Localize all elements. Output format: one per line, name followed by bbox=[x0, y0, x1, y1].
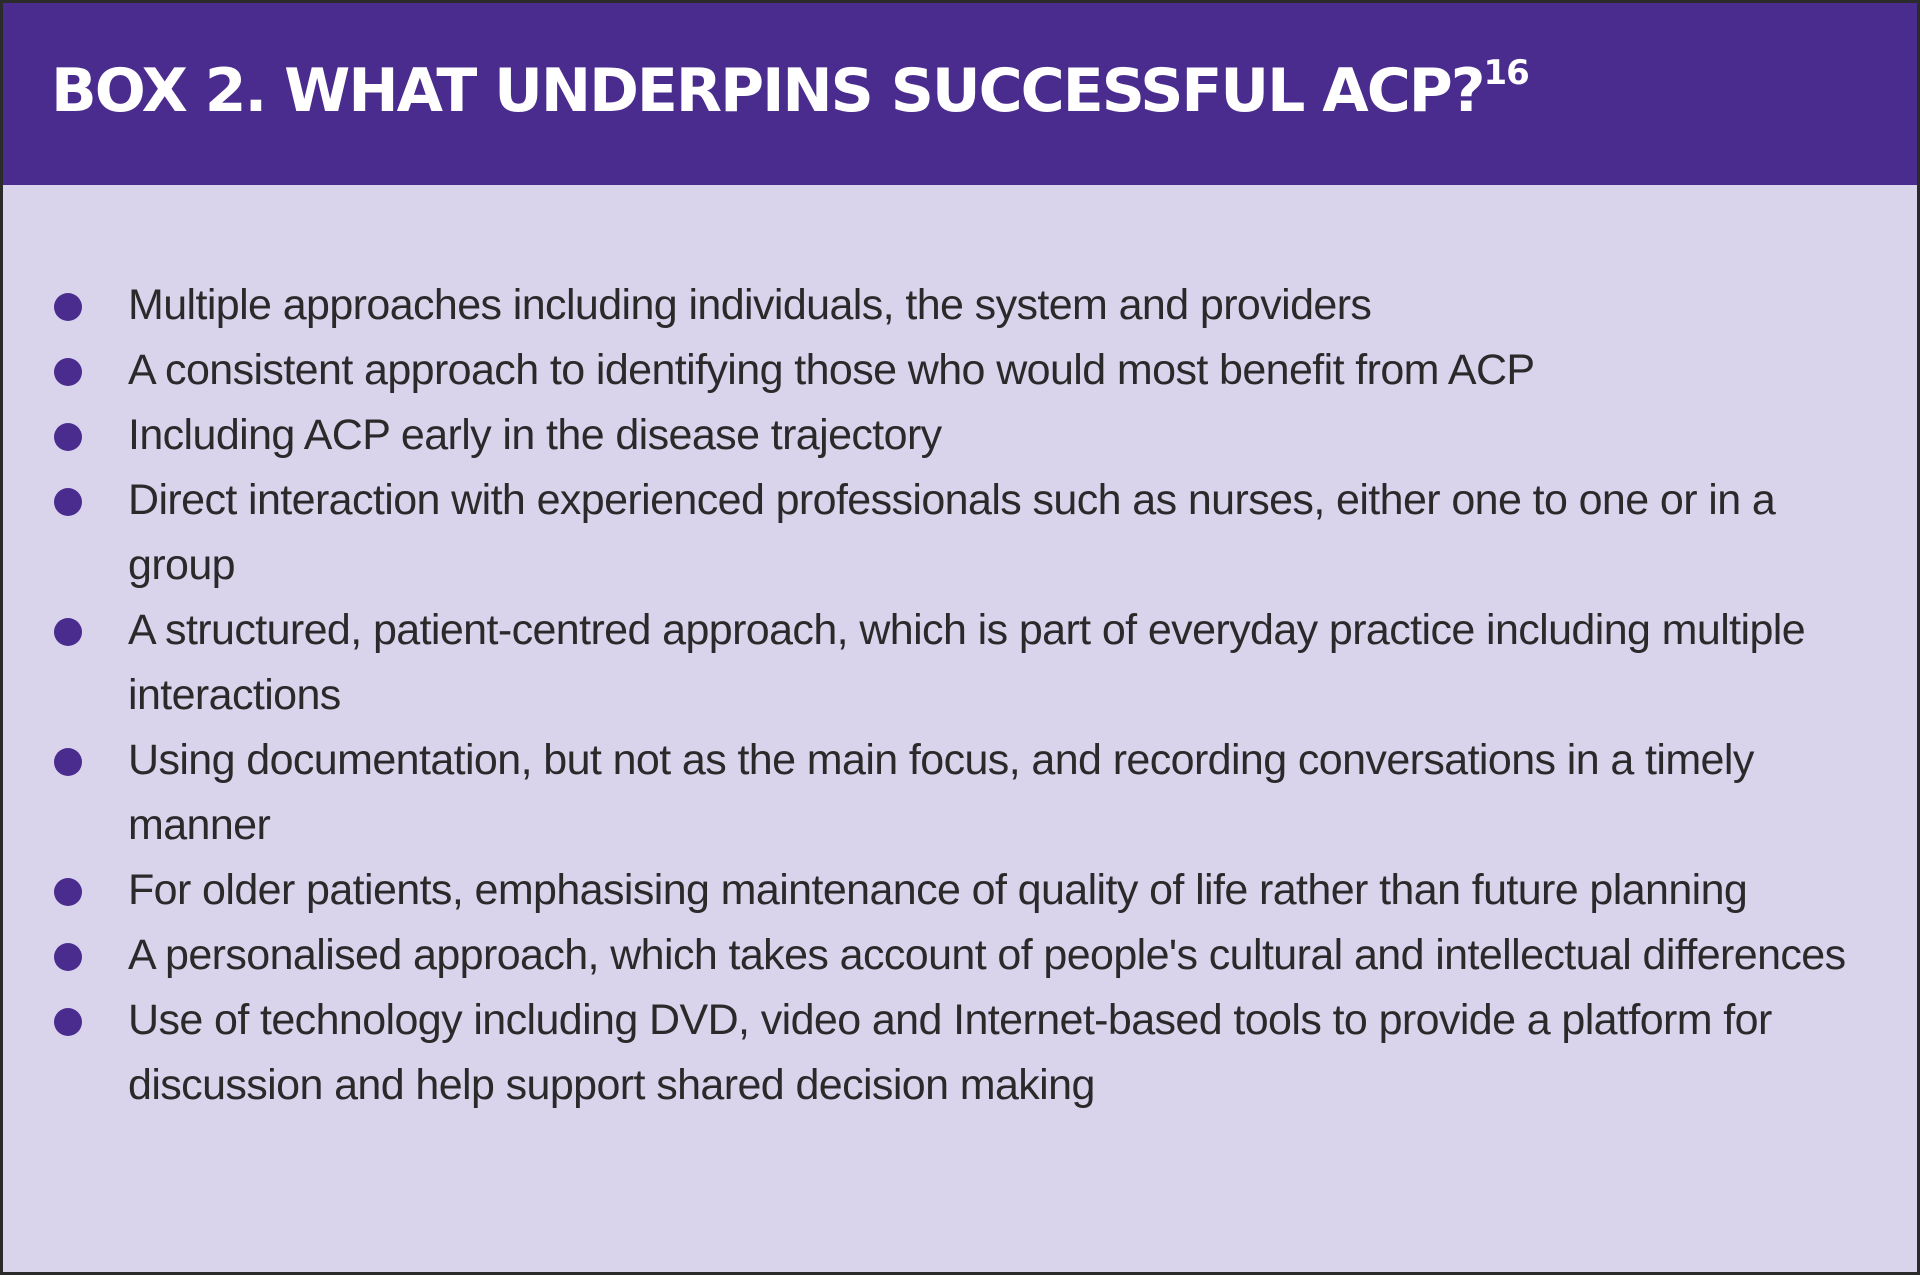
list-item bbox=[51, 923, 1877, 988]
bullet-list bbox=[51, 273, 1877, 1118]
list-item-text: A structured, patient-centred approach, which is part of everyday practice including multiple interactions bbox=[128, 606, 1806, 719]
bullet-dot-icon bbox=[54, 423, 82, 451]
list-item-text: A consistent approach to identifying those who would most benefit from ACP bbox=[128, 346, 1535, 394]
list-item-text: Including ACP early in the disease trajectory bbox=[128, 411, 942, 459]
list-item-text: A personalised approach, which takes account of people's cultural and intellectual differences bbox=[128, 931, 1846, 979]
bullet-dot-icon bbox=[54, 878, 82, 906]
list-item bbox=[51, 273, 1877, 338]
bullet-dot-icon bbox=[54, 293, 82, 321]
list-item bbox=[51, 468, 1877, 598]
list-item-text: Use of technology including DVD, video and Internet-based tools to provide a platform for discussion and help support shared decision making bbox=[128, 996, 1772, 1109]
box-header bbox=[3, 3, 1917, 185]
list-item bbox=[51, 403, 1877, 468]
bullet-dot-icon bbox=[54, 943, 82, 971]
list-item bbox=[51, 598, 1877, 728]
list-item bbox=[51, 858, 1877, 923]
list-item-text: Using documentation, but not as the main focus, and recording conversations in a timely manner bbox=[128, 736, 1754, 849]
list-item-text: For older patients, emphasising maintenance of quality of life rather than future planning bbox=[128, 866, 1748, 914]
bullet-dot-icon bbox=[54, 1008, 82, 1036]
list-item-text: Multiple approaches including individuals, the system and providers bbox=[128, 281, 1372, 329]
reference-superscript: 16 bbox=[1483, 53, 1529, 93]
list-item bbox=[51, 728, 1877, 858]
bullet-dot-icon bbox=[54, 358, 82, 386]
list-item bbox=[51, 988, 1877, 1118]
list-item bbox=[51, 338, 1877, 403]
box-title bbox=[51, 51, 1917, 131]
box-title-text: BOX 2. WHAT UNDERPINS SUCCESSFUL ACP? bbox=[51, 56, 1484, 126]
bullet-dot-icon bbox=[54, 488, 82, 516]
bullet-dot-icon bbox=[54, 748, 82, 776]
bullet-dot-icon bbox=[54, 618, 82, 646]
list-item-text: Direct interaction with experienced professionals such as nurses, either one to one or in a group bbox=[128, 476, 1776, 589]
